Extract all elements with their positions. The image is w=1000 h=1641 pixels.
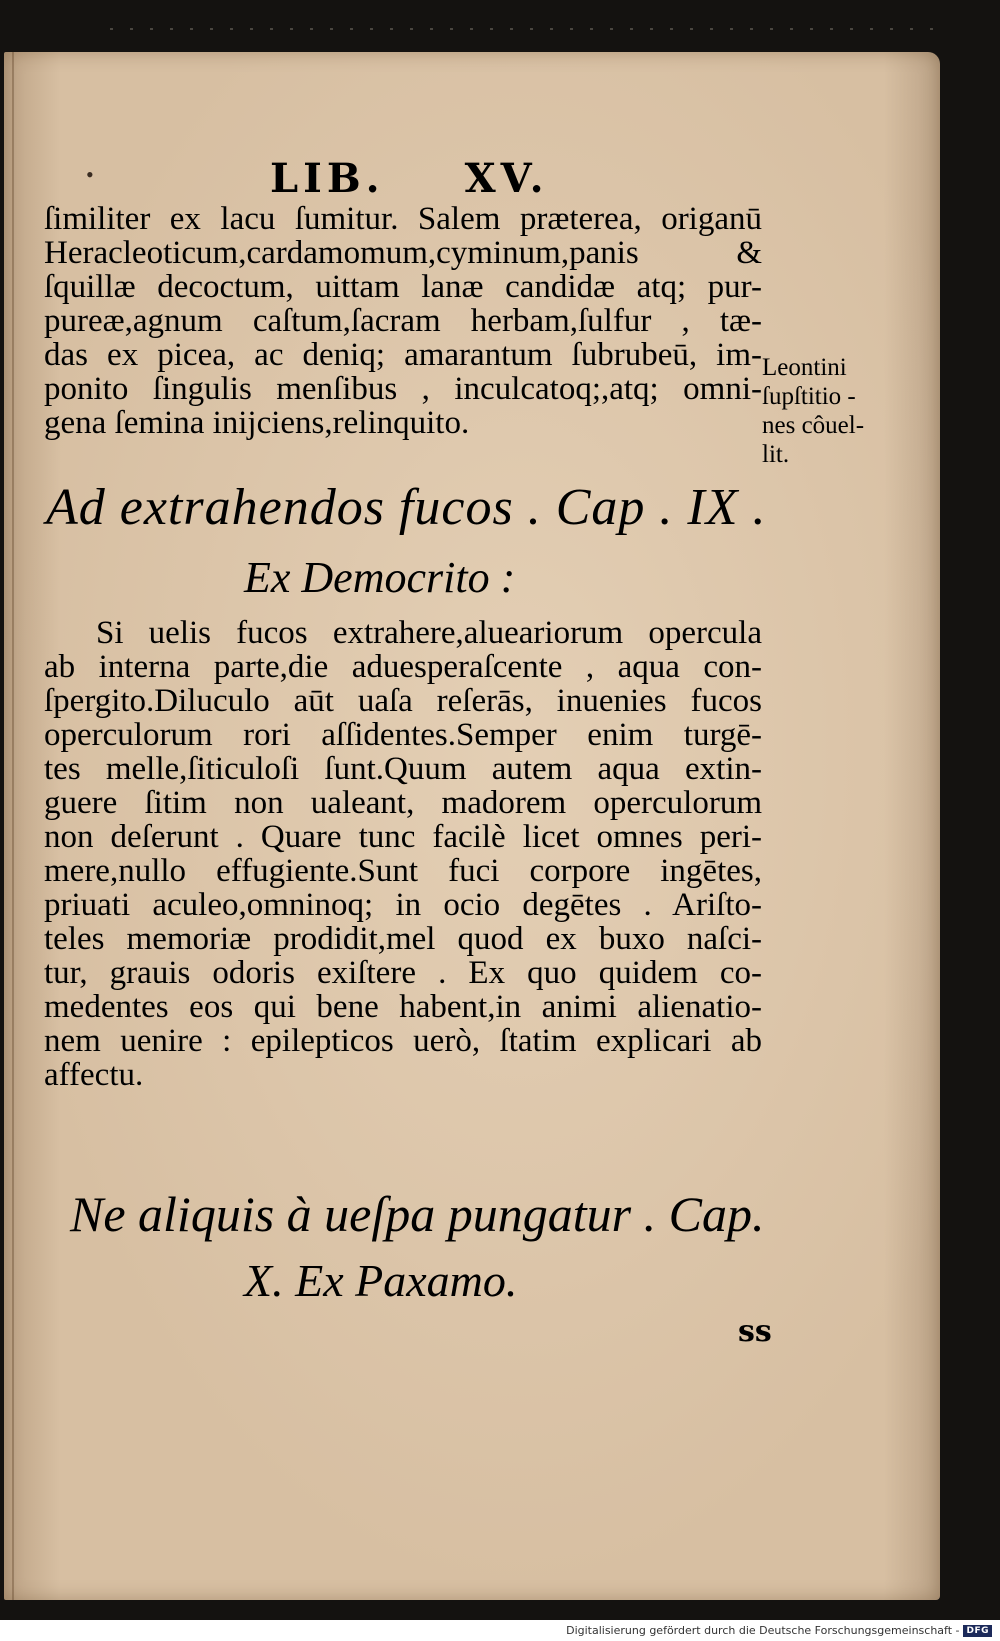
marginal-line: lit. bbox=[762, 441, 790, 468]
text-line: nem uenire : epilepticos uerò, ſtatim explicari ab bbox=[44, 1023, 762, 1059]
marginal-line: nes côuel- bbox=[762, 412, 865, 439]
chapter10-source: X. Ex Paxamo. bbox=[244, 1255, 518, 1306]
text-line: ab interna parte,die aduesperaſcente , aqua con- bbox=[44, 649, 762, 685]
marginal-line: ſupſtitio - bbox=[762, 383, 856, 410]
text-line: medentes eos qui bene habent,in animi alienatio- bbox=[44, 989, 762, 1025]
running-header bbox=[270, 155, 570, 202]
text-line: operculorum rori aſſidentes.Semper enim turgē- bbox=[44, 717, 762, 753]
text-line: ſquillæ decoctum, uittam lanæ candidæ atq; pur- bbox=[44, 269, 762, 305]
text-line: guere ſitim non ualeant, madorem operculorum bbox=[44, 785, 762, 821]
chapter10-title: Ne aliquis à ueſpa pungatur . Cap. bbox=[70, 1186, 765, 1242]
text-line: non deſerunt . Quare tunc facilè licet omnes peri- bbox=[44, 819, 762, 855]
chapter9-text-block bbox=[44, 616, 762, 1092]
text-line: mere,nullo effugiente.Sunt fuci corpore ingētes, bbox=[44, 853, 762, 889]
text-line: Si uelis fucos extrahere,alueariorum opercula bbox=[96, 615, 762, 651]
text-line: Heracleoticum,cardamomum,cyminum,panis & bbox=[44, 235, 762, 271]
ink-spot: • bbox=[86, 162, 94, 187]
text-line: gena ſemina inijciens,relinquito. bbox=[44, 405, 470, 441]
scanner-edge-dots bbox=[110, 28, 950, 30]
text-line: ponito ſingulis menſibus , inculcatoq;,atq; omni- bbox=[44, 371, 762, 407]
header-book-number: XV. bbox=[464, 155, 549, 202]
text-line: pureæ,agnum caſtum,ſacram herbam,ſulfur , tæ- bbox=[44, 303, 762, 339]
text-line: tur, grauis odoris exiſtere . Ex quo quidem co- bbox=[44, 955, 762, 991]
digitization-footer bbox=[0, 1620, 1000, 1641]
text-line: ſimiliter ex lacu ſumitur. Salem præterea, origanū bbox=[44, 201, 762, 237]
text-line: affectu. bbox=[44, 1057, 144, 1093]
dfg-logo: DFG bbox=[963, 1625, 992, 1637]
gutter-shadow bbox=[12, 52, 14, 1600]
text-line: priuati aculeo,omninoq; in ocio degētes . Ariſto- bbox=[44, 887, 762, 923]
catchword: ss bbox=[738, 1314, 772, 1349]
text-line: teles memoriæ prodidit,mel quod ex buxo naſci- bbox=[44, 921, 762, 957]
text-line: ſpergito.Diluculo aūt uaſa reſerās, inuenies fucos bbox=[44, 683, 762, 719]
chapter9-source: Ex Democrito : bbox=[244, 553, 516, 602]
text-line: das ex picea, ac deniq; amarantum ſubrubeū, im- bbox=[44, 337, 762, 373]
chapter9-title: Ad extrahendos fucos . Cap . IX . bbox=[46, 479, 767, 536]
marginal-note bbox=[762, 353, 892, 469]
header-book-label: LIB. bbox=[270, 155, 385, 202]
text-line: tes melle,ſiticuloſi ſunt.Quum autem aqua extin- bbox=[44, 751, 762, 787]
marginal-line: Leontini bbox=[762, 354, 847, 381]
funding-notice: Digitalisierung gefördert durch die Deutsche Forschungsgemeinschaft - bbox=[566, 1624, 960, 1637]
chapter8-text-block bbox=[44, 202, 762, 440]
